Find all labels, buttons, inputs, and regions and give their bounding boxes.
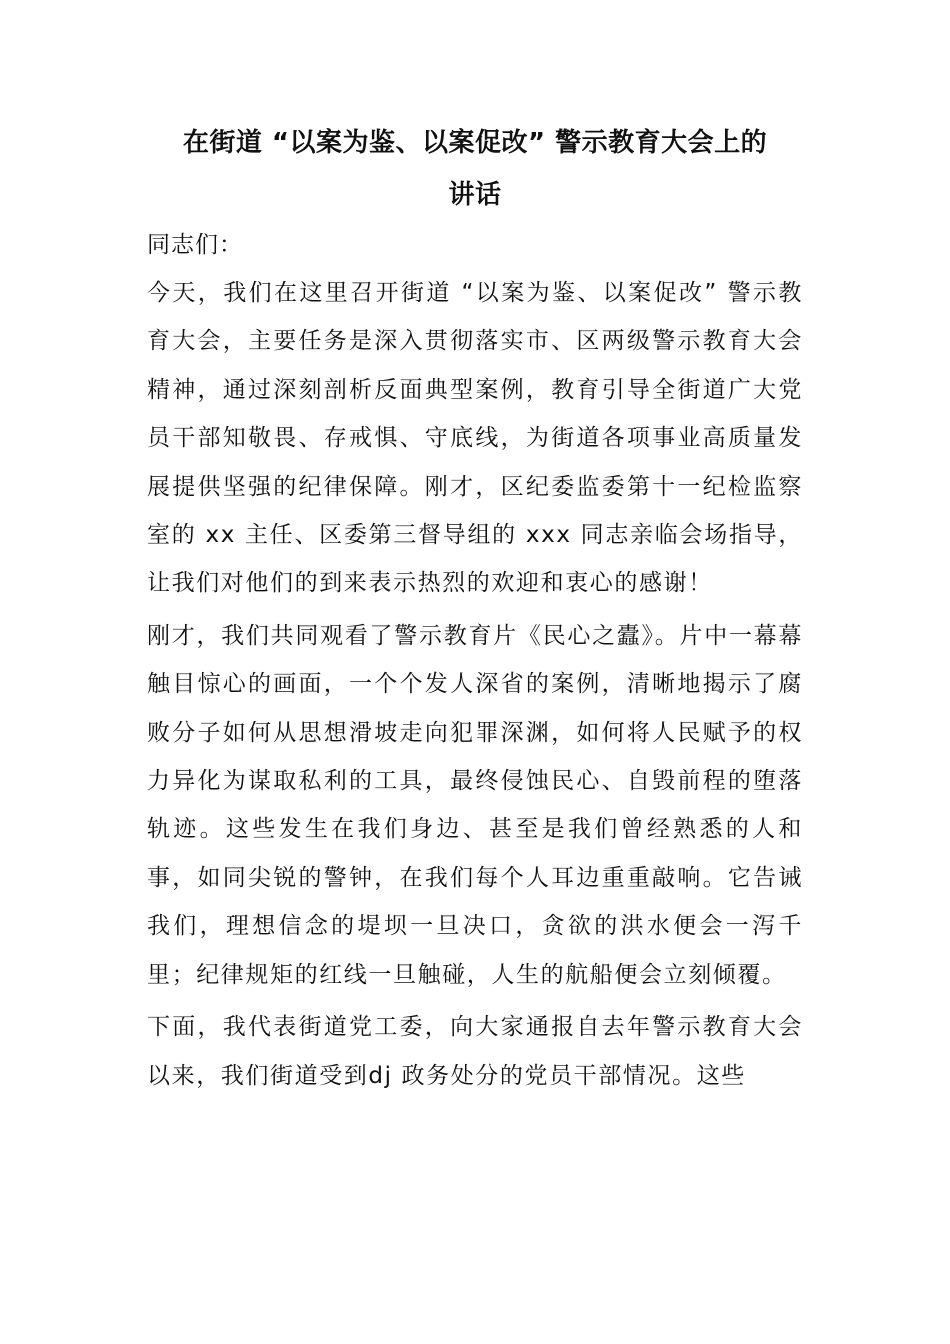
document-page	[147, 117, 803, 1100]
salutation: 同志们：	[147, 232, 243, 258]
paragraph-1: 今天，我们在这里召开街道 “以案为鉴、以案促改” 警示教育大会，主要任务是深入贯彻落实市、区两级警示教育大会精神，通过深刻剖析反面典型案例，教育引导全街道广大党员干部知敬畏、存戒惧、守底线，为街道各项事业高质量发展提供坚强的纪律保障。刚才，区纪委监委第十一纪检监察室的 xx 主任、区委第三督导组的 xxx 同志亲临会场指导，让我们对他们的到来表示热烈的欢迎和衷心的感谢！	[147, 280, 803, 597]
title-line-2: 讲话	[448, 180, 502, 210]
paragraph-3: 下面，我代表街道党工委，向大家通报自去年警示教育大会以来，我们街道受到dj 政务处分的党员干部情况。这些	[147, 1014, 803, 1089]
paragraph-2: 刚才，我们共同观看了警示教育片《民心之蠹》。片中一幕幕触目惊心的画面，一个个发人深省的案例，清晰地揭示了腐败分子如何从思想滑坡走向犯罪深渊，如何将人民赋予的权力异化为谋取私利的工具，最终侵蚀民心、自毁前程的堕落轨迹。这些发生在我们身边、甚至是我们曾经熟悉的人和事，如同尖锐的警钟，在我们每个人耳边重重敲响。它告诫我们，理想信念的堤坝一旦决口，贪欲的洪水便会一泻千里；纪律规矩的红线一旦触碰，人生的航船便会立刻倾覆。	[147, 622, 803, 988]
document-title	[147, 117, 803, 221]
title-line-1: 在街道 “以案为鉴、以案促改” 警示教育大会上的	[182, 128, 768, 158]
